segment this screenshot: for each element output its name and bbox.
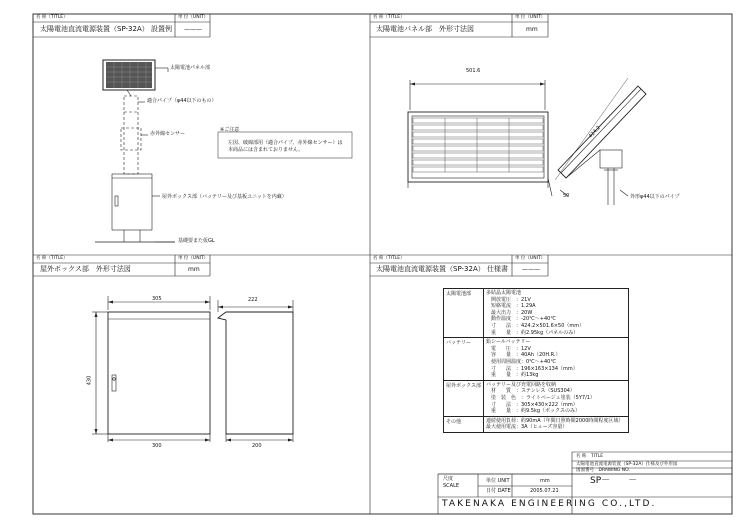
- spec-category: バッテリー: [444, 338, 484, 381]
- title-label: 名 称（TITLE）: [373, 15, 405, 20]
- tb-scale-label: 尺度: [443, 476, 454, 482]
- pipe-note: 外形φ44以下のパイプ: [630, 194, 680, 200]
- dim-panel-width: 501.6: [466, 68, 481, 74]
- panel-tr-unit: mm: [526, 26, 538, 33]
- unit-label: 単 位（UNIT）: [515, 256, 546, 261]
- dim-box-depth-bottom: 200: [252, 443, 262, 449]
- dim-panel-depth: 50: [563, 193, 570, 199]
- spec-row: [444, 416, 629, 432]
- tb-scale-label-en: SCALE: [443, 483, 460, 489]
- spec-row: [444, 380, 629, 416]
- tb-drawing-title: 太陽電池直流電源装置（SP-32A）仕様及び外形図: [576, 462, 678, 467]
- title-label: 名 称（TITLE）: [373, 256, 405, 261]
- unit-label: 単 位（UNIT）: [178, 256, 209, 261]
- spec-category: 屋外ボックス部: [444, 380, 484, 416]
- panel-bl-unit: mm: [188, 266, 200, 273]
- spec-detail: 連続使用負荷：約90mA（年間日照時間2000時間程度区域） 最大使用電流：3A（ヒューズ容量）: [484, 416, 629, 432]
- dim-panel-diagonal: 424.2: [587, 124, 602, 140]
- panel-tr-title: 太陽電池パネル部 外形寸法図: [376, 25, 474, 33]
- tb-unit-value: mm: [540, 478, 550, 484]
- tb-date-label: 日付 DATE: [486, 488, 511, 494]
- spec-category: 太陽電池部: [444, 289, 484, 338]
- panel-tl-unit: ———: [184, 26, 202, 33]
- panel-tl-title: 太陽電池直流電源装置（SP-32A） 設置例: [40, 25, 172, 33]
- unit-label: 単 位（UNIT）: [515, 15, 546, 20]
- label-sensor: 赤外線センサー: [150, 131, 186, 137]
- tb-name-label: 名 称 TITLE: [576, 454, 604, 459]
- title-label: 名 称（TITLE）: [36, 15, 68, 20]
- label-base: 基礎要また仮GL: [178, 238, 215, 244]
- dim-box-width-bottom: 300: [152, 443, 162, 449]
- tb-drawing-no: SP－ －: [590, 476, 638, 486]
- title-label: 名 称（TITLE）: [36, 256, 68, 261]
- dim-box-height: 430: [86, 375, 93, 386]
- label-solar-panel: 太陽電池パネル部: [170, 65, 211, 71]
- tb-drawing-no-label: 図面番号 DRAWING NO.: [576, 468, 630, 473]
- panel-bl-title: 屋外ボックス部 外形寸法図: [40, 265, 131, 273]
- note-line-2: 本商品には含まれておりません。: [228, 147, 304, 153]
- unit-label: 単 位（UNIT）: [178, 15, 209, 20]
- label-box: 屋外ボックス部（バッテリー及び基板ユニットを内蔵）: [162, 194, 287, 200]
- spec-row: [444, 289, 629, 338]
- label-pipe: 適合パイプ（φ44以下のもの）: [147, 98, 217, 104]
- spec-detail: バッテリー及び充電回路を収納 材 質 ：ステンレス（SUS304） 塗 装 色 ：ライトベージュ塗装（5Y7/1） 寸 法 ：305×430×222（mm） 重 量 ：約9.5kg（ボックスのみ）: [484, 380, 629, 416]
- spec-category: その他: [444, 416, 484, 432]
- dim-box-width-top: 305: [152, 296, 162, 302]
- panel-br-title: 太陽電池直流電源装置（SP-32A） 仕様書: [376, 265, 508, 273]
- spec-detail: 鉛シールバッテリー 電 圧 ：12V 容 量 ：40Ah（20H.R.） 使用周囲温度：0℃〜+40℃ 寸 法 ：196×163×134（mm） 重 量 ：約13kg: [484, 338, 629, 381]
- tb-unit-label: 単位 UNIT: [486, 478, 510, 484]
- spec-table: [443, 288, 629, 433]
- tb-date-value: 2005.07.21: [530, 488, 559, 494]
- note-line-1: 左図、破線部用（適合パイプ、赤外線センサー）は: [228, 140, 343, 146]
- tb-company: TAKENAKA ENGINEERING CO.,LTD.: [442, 499, 657, 509]
- panel-br-unit: ———: [522, 266, 540, 273]
- dim-box-depth-top: 222: [248, 297, 258, 303]
- spec-row: [444, 338, 629, 381]
- spec-detail: 多結晶太陽電池 開放電圧 ：21V 短絡電流 ：1.29A 最大出力 ：20W 動作温度 ：-20℃〜+40℃ 寸 法 ：424.2×501.6×50（mm） 重 量 ：約2.95kg（パネルのみ）: [484, 289, 629, 338]
- note-heading: ※ご注意: [220, 127, 240, 133]
